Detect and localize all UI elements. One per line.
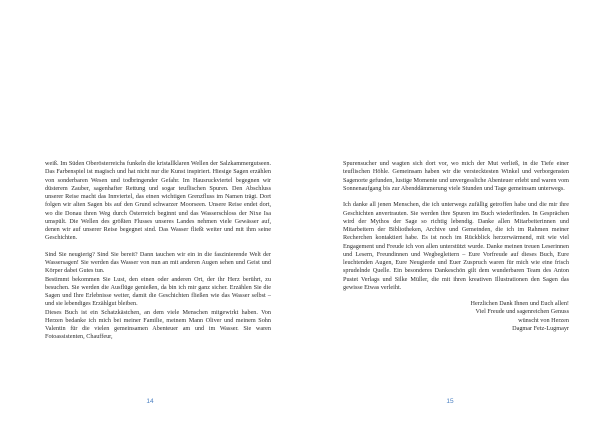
signature-line-2: Viel Freude und sagenreichen Genuss <box>475 308 569 316</box>
right-page <box>300 0 600 424</box>
right-page-number: 15 <box>446 398 454 405</box>
signature-author: Dagmar Fetz-Lugmayr <box>512 324 569 332</box>
right-page-text <box>343 160 569 333</box>
right-paragraph-2: Ich danke all jenen Menschen, die ich unterwegs zufällig getroffen habe und die mir ihre Geschichten anvertrauten. Sie werden ihre Spuren im Buch wiederfinden. In Gesprächen wird der Mythos der Sage so richtig lebendig. Danke allen Mitarbeiterinnen und Mitarbeitern der Bibliotheken, Archive und Gemeinden, die ich im Rahmen meiner Recherchen kontaktiert habe. Es ist noch im Rückblick herzerwärmend, mit wie viel Engagement und Freude ich von allen unterstützt wurde. Danke meinen treuen Leserinnen und Lesern, Freundinnen und Wegbegleitern – Eure Vorfreude auf dieses Buch, Eure leuchtenden Augen, Eure Neugierde und Euer Zuspruch waren für mich wie eine frisch sprudelnde Quelle. Ein besonderes Dankeschön gilt dem wunderbaren Team des Anton Pustet Verlags und Silke Müller, die mit ihren kreativen Illustrationen den Sagen das gewisse Etwas verleiht. <box>343 201 569 291</box>
signature-block <box>343 300 569 333</box>
right-paragraph-1: Spurensucher und wagten sich dort vor, wo mich der Mut verließ, in die Tiefe einer teuflischen Höhle. Gemeinsam haben wir die verstecktesten Winkel und verborgensten Sagenorte gefunden, lustige Momente und unvergessliche Abenteuer erlebt und waren vom Sonnenaufgang bis zur Abenddämmerung viele Stunden und Tage gemeinsam unterwegs. <box>343 160 569 192</box>
left-paragraph-4: Dieses Buch ist ein Schatzkästchen, an dem viele Menschen mitgewirkt haben. Von Herzen bedanke ich mich bei meiner Familie, meinem Mann Oliver und meinem Sohn Valentin für die vielen gemeinsamen Abenteuer am und im Wasser. Sie waren Fotoassistenten, Chauffeur, <box>45 308 271 341</box>
left-page-number: 14 <box>146 398 154 405</box>
left-paragraph-1: weiß. Im Süden Oberösterreichs funkeln die kristallklaren Wellen der Salzkammergutseen. Das Farbenspiel ist magisch und hat nicht nur die Kunst inspiriert. Hiesige Sagen erzählen von sonderbaren Wesen und todbringender Gefahr. Im Hausruckviertel begegnen wir düsterem Zauber, sagenhafter Rettung und sogar teuflischen Spuren. Den Abschluss unserer Reise macht das Innviertel, das einen wichtigen Grenzfluss im Namen trägt. Dort folgen wir alten Sagen bis auf den Grund schwarzer Moorseen. Unsere Reise endet dort, wo die Donau ihren Weg durch Österreich beginnt und das Wasserschloss der Nixe Isa umspült. Die Wellen des größten Flusses unseres Landes nehmen viele Gewässer auf, denen wir auf unserer Reise begegnet sind. Das Wasser fließt weiter und mit ihm seine Geschichten. <box>45 160 271 242</box>
left-paragraph-2: Sind Sie neugierig? Sind Sie bereit? Dann tauchen wir ein in die faszinierende Welt der Wassersagen! Sie werden das Wasser von nun an mit anderen Augen sehen und Geist und Körper dabei Gutes tun. <box>45 250 271 275</box>
left-page-text <box>45 160 271 342</box>
signature-line-3: wünscht von Herzen <box>518 316 569 324</box>
left-paragraph-3: Bestimmt bekommen Sie Lust, den einen oder anderen Ort, der ihr Herz berührt, zu besuchen. Sie werden die Ausflüge genießen, da bin ich mir ganz sicher. Erzählen Sie die Sagen und Ihre Erlebnisse weiter, damit die Geschichten fließen wie das Wasser selbst – und sie lebendiges Erzählgut bleiben. <box>45 275 271 308</box>
signature-line-1: Herzlichen Dank Ihnen und Euch allen! <box>470 300 569 307</box>
